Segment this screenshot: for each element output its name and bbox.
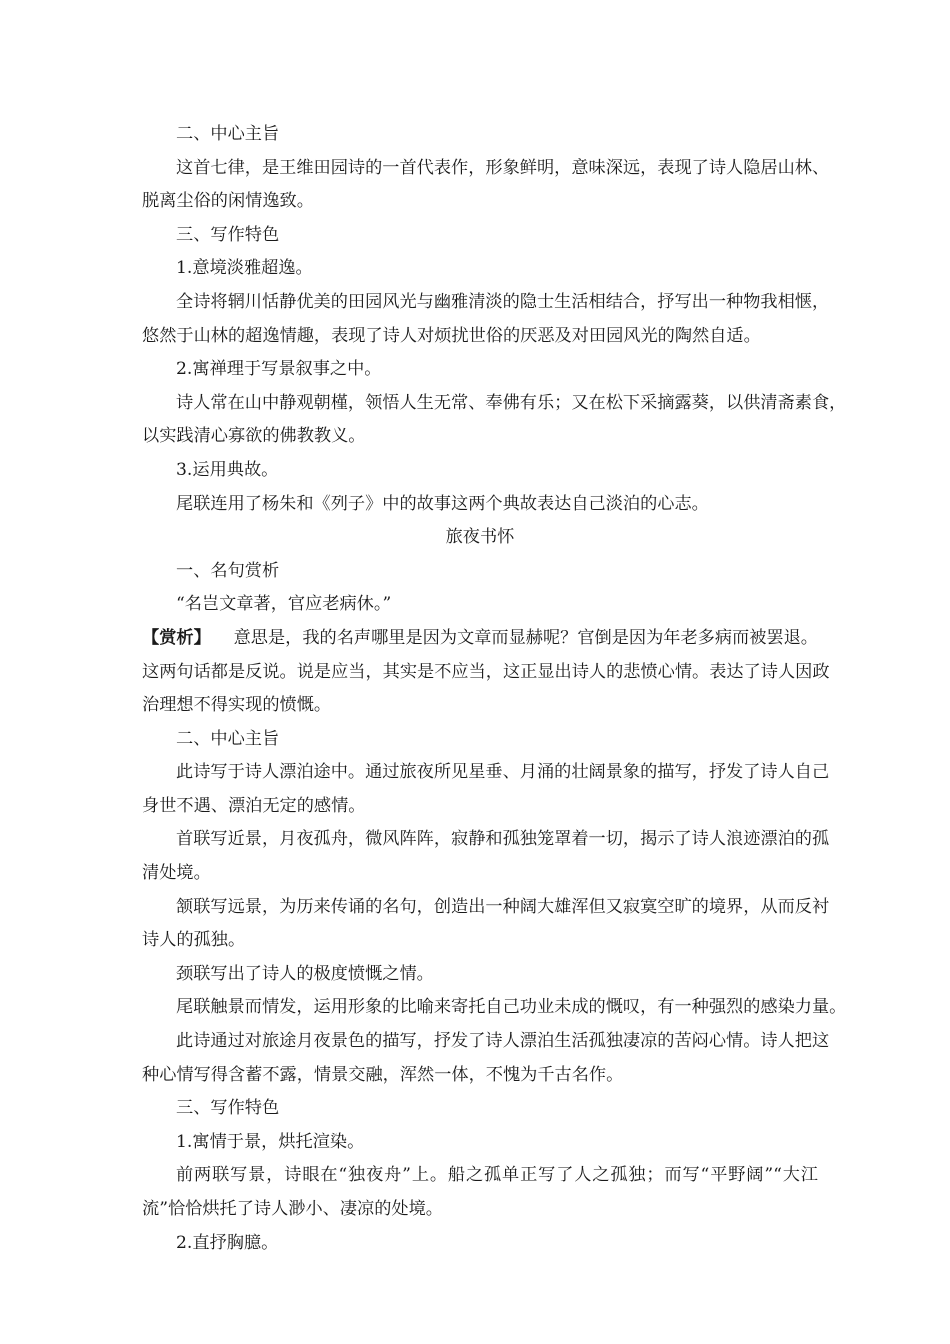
poem-title: 旅夜书怀 — [445, 527, 515, 548]
paragraph-line: 诗人的孤独。 — [142, 930, 246, 951]
paragraph-line: 流”恰恰烘托了诗人渺小、凄凉的处境。 — [142, 1199, 443, 1219]
subheading: 1.寓情于景，烘托渲染。 — [176, 1131, 365, 1152]
paragraph-line: 种心情写得含蓄不露，情景交融，浑然一体，不愧为千古名作。 — [142, 1064, 624, 1085]
paragraph-line: 这首七律，是王维田园诗的一首代表作，形象鲜明，意味深远，表现了诗人隐居山林、 — [176, 157, 830, 178]
paragraph-line: 身世不遇、漂泊无定的感情。 — [142, 795, 366, 816]
paragraph-line: 脱离尘俗的闲情逸致。 — [142, 191, 314, 212]
analysis-text: 意思是，我的名声哪里是因为文章而显赫呢？官倒是因为年老多病而被罢退。 — [233, 627, 818, 648]
analysis-line — [142, 622, 818, 656]
section-heading: 二、中心主旨 — [176, 124, 280, 144]
paragraph-line: 全诗将辋川恬静优美的田园风光与幽雅清淡的隐士生活相结合，抒写出一种物我相惬， — [176, 291, 830, 312]
paragraph-line: 尾联触景而情发，运用形象的比喻来寄托自己功业未成的慨叹，有一种强烈的感染力量。 — [176, 997, 847, 1018]
subheading: 3.运用典故。 — [176, 459, 279, 480]
subheading: 1.意境淡雅超逸。 — [176, 258, 313, 279]
section-heading: 三、写作特色 — [176, 224, 280, 245]
paragraph-line: 这两句话都是反说。说是应当，其实是不应当，这正显出诗人的悲愤心情。表达了诗人因政 — [142, 661, 830, 682]
subheading: 2.直抒胸臆。 — [176, 1232, 279, 1253]
paragraph-line: 清处境。 — [142, 863, 211, 884]
paragraph-line: 悠然于山林的超逸情趣，表现了诗人对烦扰世俗的厌恶及对田园风光的陶然自适。 — [142, 325, 761, 346]
quote-line: “名岂文章著，官应老病休。” — [176, 594, 392, 615]
paragraph-line: 此诗通过对旅途月夜景色的描写，抒发了诗人漂泊生活孤独凄凉的苦闷心情。诗人把这 — [176, 1031, 830, 1052]
paragraph-line: 颈联写出了诗人的极度愤慨之情。 — [176, 963, 434, 984]
section-heading: 二、中心主旨 — [176, 728, 280, 749]
section-heading: 三、写作特色 — [176, 1098, 280, 1119]
paragraph-line: 治理想不得实现的愤慨。 — [142, 695, 332, 716]
document-page — [142, 118, 847, 1260]
paragraph-line: 尾联连用了杨朱和《列子》中的故事这两个典故表达自己淡泊的心志。 — [176, 493, 709, 514]
section-heading: 一、名句赏析 — [176, 560, 280, 581]
paragraph-line: 首联写近景，月夜孤舟，微风阵阵，寂静和孤独笼罩着一切，揭示了诗人浪迹漂泊的孤 — [176, 829, 830, 850]
paragraph-line: 此诗写于诗人漂泊途中。通过旅夜所见星垂、月涌的壮阔景象的描写，抒发了诗人自己 — [176, 762, 830, 783]
paragraph-line: 颔联写远景，为历来传诵的名句，创造出一种阔大雄浑但又寂寞空旷的境界，从而反衬 — [176, 896, 830, 917]
paragraph-line: 诗人常在山中静观朝槿，领悟人生无常、奉佛有乐；又在松下采摘露葵，以供清斋素食， — [176, 392, 847, 413]
subheading: 2.寓禅理于写景叙事之中。 — [176, 359, 382, 380]
paragraph-line: 以实践清心寡欲的佛教教义。 — [142, 426, 366, 447]
analysis-tag: 【赏析】 — [142, 627, 211, 648]
paragraph-line: 前两联写景，诗眼在“独夜舟”上。船之孤单正写了人之孤独；而写“平野阔”“大江 — [176, 1165, 818, 1186]
